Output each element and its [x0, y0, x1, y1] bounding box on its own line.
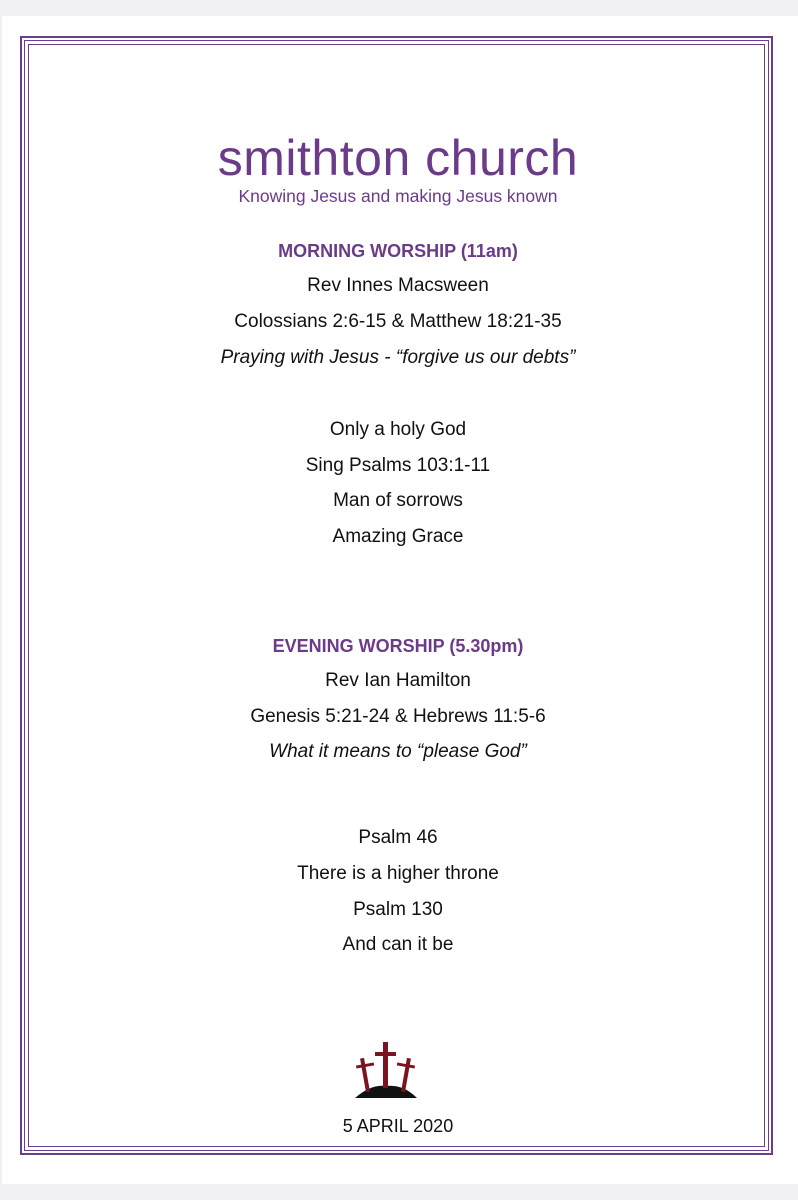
morning-song: Man of sorrows — [333, 490, 463, 511]
evening-song: Psalm 46 — [358, 827, 438, 848]
page-border-inner — [28, 44, 765, 1147]
evening-song: There is a higher throne — [297, 863, 499, 884]
evening-heading: EVENING WORSHIP (5.30pm) — [272, 636, 524, 656]
morning-song: Amazing Grace — [332, 526, 464, 547]
morning-sermon-title: Praying with Jesus - “forgive us our debts” — [220, 347, 576, 368]
morning-heading: MORNING WORSHIP (11am) — [278, 241, 518, 261]
three-crosses-icon — [351, 1040, 421, 1102]
evening-song: Psalm 130 — [353, 899, 443, 920]
morning-song: Sing Psalms 103:1-11 — [305, 455, 491, 476]
service-date: 5 APRIL 2020 — [342, 1116, 454, 1136]
morning-minister: Rev Innes Macsween — [307, 275, 489, 296]
morning-readings: Colossians 2:6-15 & Matthew 18:21-35 — [234, 311, 562, 332]
morning-song: Only a holy God — [329, 419, 467, 440]
evening-minister: Rev Ian Hamilton — [325, 670, 471, 691]
evening-sermon-title: What it means to “please God” — [269, 741, 527, 762]
church-logo: smithton church — [217, 130, 579, 186]
evening-readings: Genesis 5:21-24 & Hebrews 11:5-6 — [250, 706, 546, 727]
evening-song: And can it be — [342, 934, 454, 955]
church-tagline: Knowing Jesus and making Jesus known — [238, 186, 558, 206]
